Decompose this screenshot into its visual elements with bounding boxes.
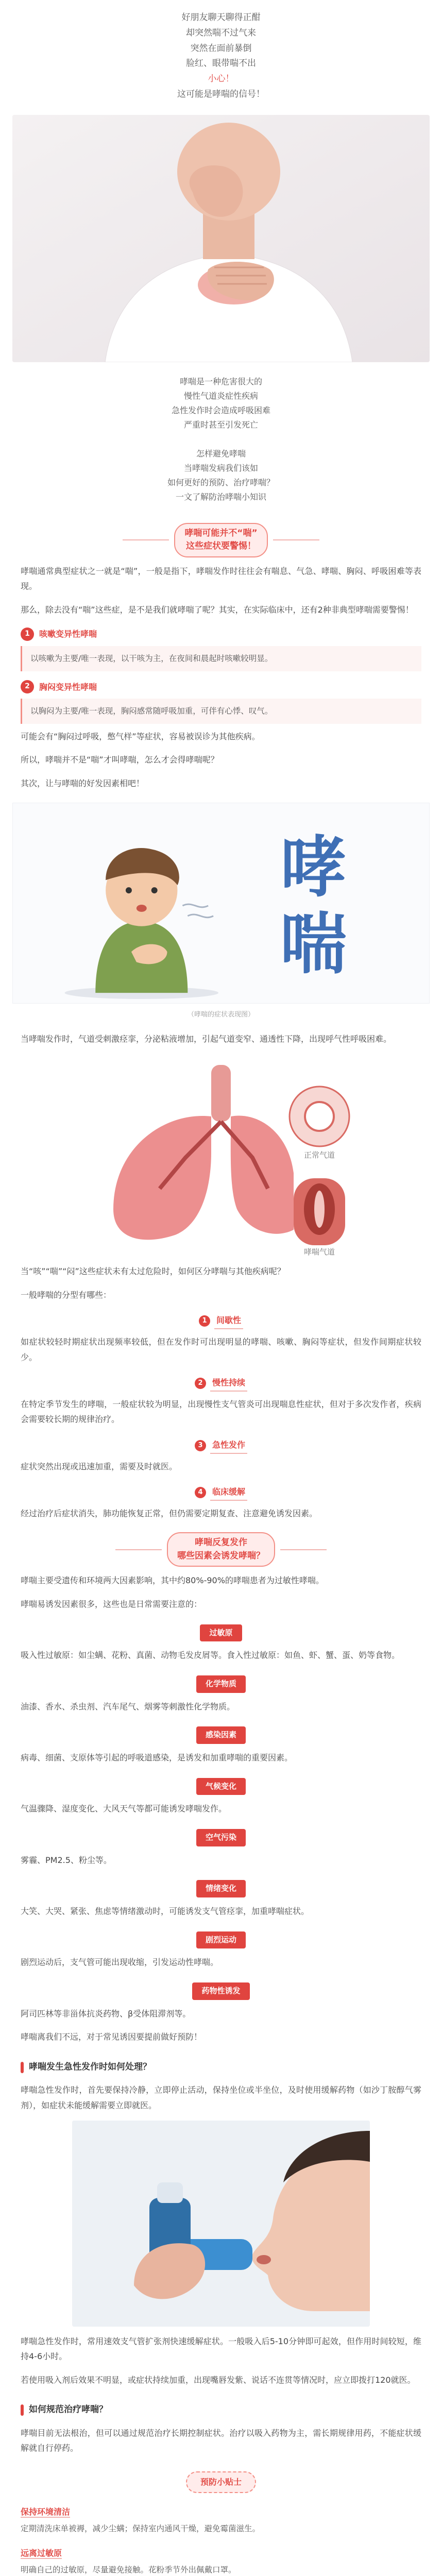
poem-line: 如何更好的预防、治疗哮喘？ (167, 477, 275, 487)
heading-marker (21, 2404, 24, 2416)
trigger-label: 气候变化 (196, 1778, 246, 1795)
trigger-heading (0, 1829, 442, 1846)
trigger-label: 情绪变化 (196, 1880, 246, 1897)
section-title-line: 哮喘反复发作 (195, 1537, 247, 1548)
tips-heading (0, 2471, 442, 2493)
question-title: 哮喘发生急性发作时如何处理？ (29, 2061, 151, 2072)
child-asthma-illustration (13, 803, 429, 1003)
paragraph: 哮喘离我们不远，对于常见诱因要提前做好预防！ (21, 2032, 202, 2042)
intro-line: 小心！ (208, 74, 234, 84)
hero-image (12, 115, 430, 362)
poem-line: 当哮喘发病我们该如 (183, 463, 258, 473)
intro-line: 好朋友聊天聊得正酣 (181, 12, 261, 23)
section-title-triggers (0, 1532, 442, 1567)
paragraph: 吸入性过敏原：如尘螨、花粉、真菌、动物毛发皮屑等。食入性过敏原：如鱼、虾、蟹、蛋、奶等食物。 (21, 1650, 400, 1660)
paragraph: 剧烈运动后，支气管可能出现收缩，引发运动性哮喘。 (21, 1957, 219, 1968)
paragraph: 哮喘主要受遗传和环境两大因素影响，其中约80%-90%的哮喘患者为过敏性哮喘。 (21, 1575, 324, 1586)
question-heading (0, 2391, 442, 2422)
divider-line (115, 1549, 162, 1550)
trigger-label: 化学物质 (196, 1675, 246, 1693)
poem-line: 怎样避免哮喘 (196, 448, 246, 459)
trigger-label: 药物性诱发 (192, 1982, 249, 2000)
subtype-title: 咳嗽变异性哮喘 (39, 629, 97, 639)
section-title-line: 哪些因素会诱发哮喘？ (177, 1550, 265, 1561)
paragraph: 大笑、大哭、紧张、焦虑等情绪激动时，可能诱发支气管痉挛，加重哮喘症状。 (21, 1906, 310, 1917)
poem-block (0, 369, 442, 515)
divider-line (123, 539, 169, 540)
section-title-line: 哮喘可能并不“喘” (184, 528, 258, 538)
intro-block (0, 0, 442, 108)
tip-title (0, 2497, 442, 2521)
trigger-heading (0, 1726, 442, 1744)
subtype-body: 以胸闷为主要/唯一表现，胸闷感常随呼吸加重，可伴有心悸、叹气。 (21, 699, 421, 724)
tip-title-text: 保持环境清洁 (21, 2506, 71, 2517)
poem-line: 哮喘是一种危害很大的 (179, 376, 262, 386)
number-badge: 2 (195, 1378, 206, 1389)
poem-line: 急性发作时会造成呼吸困难 (171, 405, 270, 415)
type-label: 慢性持续 (210, 1375, 247, 1392)
number-badge: 3 (195, 1440, 206, 1451)
tip-title (0, 2538, 442, 2562)
coughing-person-illustration (12, 115, 430, 362)
figure-caption: （哮喘的症状表现图） (187, 1010, 254, 1019)
paragraph: 油漆、香水、杀虫剂、汽车尾气、烟雾等刺激性化学物质。 (21, 1701, 235, 1711)
paragraph: 症状突然出现或迅速加重，需要及时就医。 (21, 1461, 178, 1471)
heading-marker (21, 2062, 24, 2073)
tip-body: 明确自己的过敏原，尽量避免接触。花粉季节外出佩戴口罩。 (21, 2565, 236, 2575)
intro-line: 却突然喘不过气来 (186, 27, 256, 38)
paragraph: 所以，哮喘并不是“喘”才叫哮喘，怎么才会得哮喘呢？ (21, 755, 219, 765)
section-title-line: 这些症状要警惕！ (185, 541, 256, 551)
trigger-heading (0, 1880, 442, 1897)
big-char-2: 喘 (280, 905, 347, 983)
number-badge: 2 (21, 680, 34, 693)
poem-line (21, 432, 421, 447)
type-label: 急性发作 (210, 1437, 247, 1454)
poem-line: 严重时甚至引发死亡 (183, 419, 258, 430)
inhaler-illustration (72, 2121, 370, 2327)
lungs-airway-diagram (72, 1055, 370, 1256)
trigger-heading (0, 1624, 442, 1642)
paragraph: 气温骤降、湿度变化、大风天气等都可能诱发哮喘发作。 (21, 1804, 227, 1814)
number-badge: 4 (195, 1487, 206, 1498)
type-heading (0, 1437, 442, 1454)
paragraph: 一般哮喘的分型有哪些： (21, 1290, 112, 1300)
tip-title-text: 远离过敏原 (21, 2548, 62, 2558)
trigger-label: 感染因素 (196, 1726, 246, 1744)
trigger-label: 过敏原 (200, 1624, 242, 1642)
paragraph: 雾霾、PM2.5、粉尘等。 (21, 1855, 112, 1865)
divider-line (273, 539, 319, 540)
paragraph: 哮喘急性发作时，首先要保持冷静，立即停止活动，保持坐位或半坐位，及时使用缓解药物（如沙丁胺醇气雾剂），如症状未能缓解需要立即就医。 (21, 2085, 421, 2110)
trigger-heading (0, 1982, 442, 2000)
paragraph: 经过治疗后症状消失，肺功能恢复正常，但仍需要定期复查、注意避免诱发因素。 (21, 1508, 318, 1518)
intro-line: 这可能是哮喘的信号！ (177, 89, 265, 99)
paragraph: 在特定季节发生的哮喘，一般症状较为明显，出现慢性支气管炎可出现喘息性症状，但对于多次发作者，疾病会需要较长期的规律治疗。 (21, 1399, 421, 1425)
paragraph: 阿司匹林等非甾体抗炎药物、β受体阻滞剂等。 (21, 2008, 191, 2019)
divider-line (280, 1549, 327, 1550)
subtype-title: 胸闷变异性哮喘 (39, 682, 97, 692)
type-heading (0, 1313, 442, 1329)
number-badge: 1 (199, 1315, 210, 1327)
intro-line: 脸红、眼带喘不出 (186, 58, 256, 69)
question-title: 如何规范治疗哮喘？ (29, 2404, 108, 2415)
subtype-body: 以咳嗽为主要/唯一表现，以干咳为主，在夜间和晨起时咳嗽较明显。 (21, 646, 421, 671)
paragraph: 可能会有“胸闷过呼吸，憋气样”等症状，容易被误诊为其他疾病。 (21, 731, 260, 741)
trigger-heading (0, 1778, 442, 1795)
number-badge: 1 (21, 628, 34, 641)
inhaler-photo (72, 2121, 370, 2327)
type-label: 临床缓解 (210, 1484, 247, 1501)
section-badge (174, 523, 267, 557)
tips-label: 预防小贴士 (186, 2471, 256, 2493)
paragraph: 哮喘目前无法根治，但可以通过规范治疗长期控制症状。治疗以吸入药物为主，需长期规律用药，不能症状缓解就自行停药。 (21, 2428, 421, 2453)
type-heading (0, 1484, 442, 1501)
paragraph: 如症状较轻时期症状出现频率较低，但在发作时可出现明显的哮喘、咳嗽、胸闷等症状，但发作间期症状较少。 (21, 1337, 421, 1362)
paragraph: 当“咳”“喘”“闷”这些症状未有太过危险时，如何区分哮喘与其他疾病呢？ (21, 1266, 285, 1277)
lung-illustration (72, 1055, 370, 1256)
trigger-label: 剧烈运动 (196, 1931, 246, 1949)
label-asthma-airway: 哮喘气道 (303, 1247, 335, 1256)
paragraph: 哮喘急性发作时，常用速效支气管扩张剂快速缓解症状。一般吸入后5-10分钟即可起效，但作用时间较短，维持4-6小时。 (21, 2336, 421, 2362)
subtype-heading (0, 673, 442, 697)
paragraph: 那么，除去没有“喘”这些症，是不是我们就哮喘了呢？其实，在实际临床中，还有2种非典型哮喘需要警惕！ (21, 604, 414, 615)
section-title-symptoms (0, 523, 442, 557)
tip-body: 定期清洗床单被褥，减少尘螨；保持室内通风干燥，避免霉菌滋生。 (21, 2524, 261, 2534)
question-heading (0, 2048, 442, 2079)
intro-line: 突然在面前暴倒 (190, 43, 252, 54)
type-heading (0, 1375, 442, 1392)
paragraph: 当哮喘发作时，气道受刺激痉挛，分泌粘液增加，引起气道变窄、通透性下降，出现呼气性呼吸困难。 (21, 1033, 392, 1044)
type-label: 间歇性 (214, 1313, 243, 1329)
paragraph: 其次，让与哮喘的好发因素相吧！ (21, 778, 145, 788)
paragraph: 哮喘易诱发因素很多，这些也是日常需要注意的： (21, 1599, 202, 1609)
label-normal-airway: 正常气道 (303, 1150, 335, 1160)
asthma-illustration (12, 803, 430, 1004)
subtype-heading (0, 620, 442, 644)
section-badge (167, 1532, 275, 1567)
poem-line: 一文了解防治哮喘小知识 (175, 492, 266, 502)
poem-line: 慢性气道炎症性疾病 (183, 391, 258, 401)
paragraph: 病毒、细菌、支原体等引起的呼吸道感染，是诱发和加重哮喘的重要因素。 (21, 1752, 293, 1762)
paragraph: 哮喘通常典型症状之一就是“喘”，一般是指下，哮喘发作时往往会有喘息、气急、哮喘、胸闷、呼吸困难等表现。 (21, 566, 421, 591)
trigger-heading (0, 1675, 442, 1693)
big-char-1: 哮 (280, 828, 347, 906)
trigger-label: 空气污染 (196, 1829, 246, 1846)
paragraph: 若使用吸入剂后效果不明显，或症状持续加重，出现嘴唇发紫、说话不连贯等情况时，应立即拨打120就医。 (21, 2375, 416, 2385)
trigger-heading (0, 1931, 442, 1949)
